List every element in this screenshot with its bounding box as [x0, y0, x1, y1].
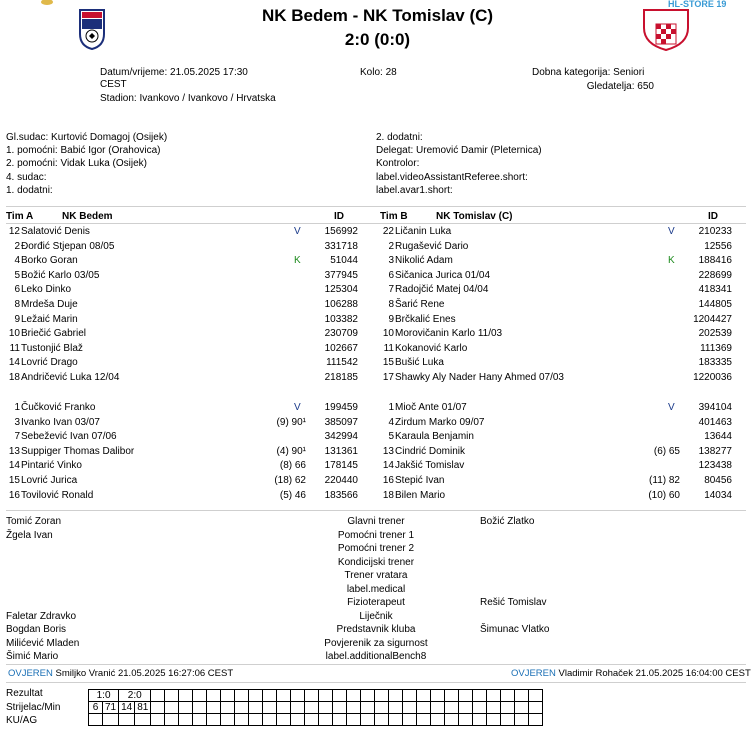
divider: [6, 206, 746, 207]
substitution-note: (8) 66: [279, 460, 306, 472]
divider: [6, 664, 746, 665]
scorer-minute-cell: 81: [135, 702, 151, 714]
away-staff-member: Šimunac Vlatko: [480, 624, 550, 635]
match-stadium: Stadion: Ivankovo / Ivankovo / Hrvatska: [100, 93, 276, 104]
empty-cell: [445, 714, 459, 726]
player-name: Salatović Denis: [21, 226, 90, 237]
empty-cell: [249, 714, 263, 726]
empty-cell: [501, 690, 515, 702]
player-name: Ležaić Marin: [21, 313, 78, 325]
substitution-note: (9) 90¹: [276, 416, 306, 428]
player-id: 144805: [698, 299, 732, 310]
empty-cell: [403, 714, 417, 726]
empty-cell: [119, 714, 135, 726]
team-a-id-header: ID: [334, 211, 344, 222]
player-id: 111369: [700, 342, 732, 354]
staff-role: Predstavnik kluba: [336, 624, 416, 635]
empty-cell: [529, 714, 543, 726]
empty-cell: [221, 690, 235, 702]
empty-cell: [487, 690, 501, 702]
match-datetime: Datum/vrijeme: 21.05.2025 17:30: [100, 67, 248, 78]
ku-ag-row-label: KU/AG: [6, 715, 38, 726]
official-line: Delegat: Uremović Damir (Pleternica): [376, 145, 542, 157]
player-name: Sičanica Jurica 01/04: [395, 269, 491, 281]
away-verification: [511, 668, 751, 679]
player-name: Morovičanin Karlo 11/03: [395, 328, 503, 340]
official-line: 1. pomoćni: Babić Igor (Orahovica): [6, 145, 161, 157]
player-number: 4: [14, 255, 20, 267]
empty-cell: [375, 714, 389, 726]
player-name: Stepić Ivan: [395, 475, 445, 486]
player-number: 2: [388, 240, 394, 252]
empty-cell: [235, 690, 249, 702]
staff-role: label.additionalBench8: [325, 651, 427, 662]
official-line: label.avar1.short:: [376, 184, 453, 196]
empty-cell: [487, 702, 501, 714]
empty-cell: [305, 690, 319, 702]
player-id: 230709: [324, 328, 358, 340]
away-verified-text: Vladimir Rohaček 21.05.2025 16:04:00 CEST: [558, 668, 751, 679]
player-number: 10: [382, 328, 394, 340]
empty-cell: [417, 702, 431, 714]
player-number: 9: [388, 313, 394, 325]
team-a-name: NK Bedem: [62, 211, 113, 222]
empty-cell: [207, 714, 221, 726]
empty-cell: [235, 702, 249, 714]
empty-cell: [193, 690, 207, 702]
empty-cell: [179, 714, 193, 726]
player-name: Ivanko Ivan 03/07: [21, 416, 100, 428]
player-name: Kokanović Karlo: [395, 342, 468, 354]
empty-cell: [459, 714, 473, 726]
empty-cell: [319, 702, 333, 714]
player-number: 18: [8, 372, 20, 383]
scorer-minute-cell: 71: [103, 702, 119, 714]
staff-role: Fizioterapeut: [347, 597, 405, 608]
player-id: 220440: [324, 475, 358, 486]
match-round: Kolo: 28: [360, 67, 397, 78]
captain-mark: K: [668, 255, 675, 267]
empty-cell: [165, 702, 179, 714]
substitution-note: (5) 46: [279, 489, 306, 501]
empty-cell: [431, 702, 445, 714]
player-number: 1: [388, 402, 394, 413]
empty-cell: [277, 714, 291, 726]
player-number: 14: [8, 460, 20, 472]
staff-role: Pomoćni trener 1: [337, 529, 415, 541]
divider: [6, 223, 746, 224]
corner-mark: HL-STORE 19: [668, 0, 727, 9]
player-id: 125304: [324, 284, 358, 296]
match-timezone: CEST: [100, 79, 127, 90]
player-number: 11: [9, 342, 20, 354]
player-number: 16: [382, 475, 394, 486]
player-id: 51044: [330, 255, 358, 267]
empty-cell: [473, 714, 487, 726]
player-name: Pintarić Vinko: [21, 460, 82, 472]
player-id: 188416: [698, 255, 732, 267]
player-name: Radojčić Matej 04/04: [395, 284, 489, 296]
empty-cell: [431, 714, 445, 726]
empty-cell: [305, 714, 319, 726]
empty-cell: [333, 702, 347, 714]
empty-cell: [431, 690, 445, 702]
player-id: 156992: [324, 226, 358, 237]
player-id: 13644: [704, 431, 732, 443]
player-name: Mioč Ante 01/07: [395, 402, 467, 413]
empty-cell: [347, 702, 361, 714]
player-id: 418341: [698, 284, 732, 296]
empty-cell: [445, 702, 459, 714]
empty-cell: [319, 714, 333, 726]
empty-cell: [361, 702, 375, 714]
player-number: 14: [382, 460, 394, 472]
official-line: 2. pomoćni: Vidak Luka (Osijek): [6, 158, 147, 170]
player-name: Bilen Mario: [395, 489, 446, 501]
score-cell: 2:0: [119, 690, 151, 702]
official-line: 2. dodatni:: [376, 132, 423, 143]
captain-mark: K: [294, 255, 301, 267]
empty-cell: [375, 690, 389, 702]
empty-cell: [529, 690, 543, 702]
empty-cell: [235, 714, 249, 726]
match-score: 2:0 (0:0): [344, 30, 411, 49]
empty-cell: [333, 690, 347, 702]
empty-cell: [207, 690, 221, 702]
official-line: label.videoAssistantReferee.short:: [376, 171, 528, 183]
player-number: 18: [382, 489, 394, 501]
age-category: Dobna kategorija: Seniori: [532, 67, 645, 78]
empty-cell: [291, 690, 305, 702]
empty-cell: [515, 714, 529, 726]
player-id: 102667: [324, 342, 358, 354]
player-name: Čučković Franko: [21, 402, 96, 413]
player-number: 3: [14, 416, 20, 428]
spectators: Gledatelja: 650: [586, 81, 654, 92]
home-staff-member: Milićević Mladen: [6, 637, 80, 649]
player-number: 15: [8, 475, 20, 486]
away-staff-member: Rešić Tomislav: [480, 597, 547, 608]
result-grid: [88, 689, 543, 726]
player-name: Ličanin Luka: [395, 226, 452, 237]
player-number: 8: [388, 299, 394, 310]
player-id: 394104: [698, 402, 732, 413]
player-id: 1204427: [693, 313, 732, 325]
score-cell: 1:0: [89, 690, 119, 702]
staff-role: Liječnik: [359, 610, 393, 622]
empty-cell: [403, 690, 417, 702]
empty-cell: [249, 702, 263, 714]
away-verified-label: OVJEREN: [511, 668, 556, 679]
player-name: Nikolić Adam: [395, 255, 453, 267]
goalkeeper-mark: V: [668, 402, 675, 413]
empty-cell: [389, 714, 403, 726]
player-number: 13: [382, 445, 394, 457]
empty-cell: [417, 714, 431, 726]
empty-cell: [207, 702, 221, 714]
player-number: 22: [382, 226, 394, 237]
player-number: 9: [14, 313, 20, 325]
player-number: 5: [14, 269, 20, 281]
staff-role: Glavni trener: [347, 516, 405, 527]
team-b-name: NK Tomislav (C): [436, 211, 513, 222]
player-name: Brčkalić Enes: [395, 313, 456, 325]
player-number: 14: [8, 357, 20, 369]
player-name: Cindrić Dominik: [395, 445, 466, 457]
player-id: 202539: [698, 328, 732, 340]
player-id: 183566: [324, 489, 358, 501]
substitution-note: (18) 62: [274, 475, 306, 486]
empty-cell: [89, 714, 103, 726]
player-name: Mrdeša Duje: [21, 299, 78, 310]
home-staff-member: Faletar Zdravko: [6, 610, 77, 622]
empty-cell: [135, 714, 151, 726]
official-line: 1. dodatni:: [6, 184, 53, 196]
player-number: 10: [8, 328, 20, 340]
empty-cell: [487, 714, 501, 726]
empty-cell: [417, 690, 431, 702]
player-number: 6: [14, 284, 20, 296]
empty-cell: [263, 702, 277, 714]
player-id: 210233: [698, 226, 732, 237]
empty-cell: [389, 702, 403, 714]
player-id: 377945: [324, 269, 358, 281]
player-number: 1: [14, 402, 20, 413]
empty-cell: [515, 702, 529, 714]
empty-cell: [333, 714, 347, 726]
away-staff-member: Božić Zlatko: [480, 516, 535, 527]
player-number: 13: [8, 445, 20, 457]
home-verified-label: OVJEREN: [8, 668, 53, 679]
empty-cell: [389, 690, 403, 702]
player-number: 8: [14, 299, 20, 310]
player-id: 218185: [324, 372, 358, 383]
player-number: 6: [388, 269, 394, 281]
player-name: Bušić Luka: [395, 357, 444, 369]
empty-cell: [179, 702, 193, 714]
empty-cell: [193, 702, 207, 714]
player-name: Borko Goran: [21, 255, 78, 267]
staff-role: Pomoćni trener 2: [337, 543, 415, 554]
substitution-note: (11) 82: [649, 475, 680, 486]
player-name: Sebežević Ivan 07/06: [21, 431, 117, 443]
player-name: Lovrić Jurica: [21, 475, 78, 486]
player-name: Đorđić Stjepan 08/05: [21, 240, 115, 252]
empty-cell: [221, 702, 235, 714]
player-number: 4: [388, 416, 394, 428]
staff-role: Trener vratara: [344, 570, 408, 581]
player-name: Šarić Rene: [395, 299, 445, 310]
goalkeeper-mark: V: [668, 226, 675, 237]
empty-cell: [347, 690, 361, 702]
player-id: 131361: [324, 445, 358, 457]
empty-cell: [151, 714, 165, 726]
divider: [6, 682, 746, 683]
result-row-label: Rezultat: [6, 688, 43, 699]
player-id: 342994: [324, 431, 358, 443]
empty-cell: [291, 702, 305, 714]
player-name: Suppiger Thomas Dalibor: [21, 445, 135, 457]
scorer-row-label: Strijelac/Min: [6, 702, 61, 713]
player-number: 11: [383, 342, 394, 354]
home-staff-member: Šimić Mario: [6, 651, 59, 662]
player-id: 178145: [324, 460, 358, 472]
scorer-minute-cell: 14: [119, 702, 135, 714]
player-name: Jakšić Tomislav: [395, 460, 465, 472]
team-a-label: Tim A: [6, 211, 34, 222]
player-number: 2: [14, 240, 20, 252]
home-verified-text: Smiljko Vranić 21.05.2025 16:27:06 CEST: [55, 668, 234, 679]
home-verification: [8, 668, 233, 679]
empty-cell: [165, 714, 179, 726]
empty-cell: [361, 690, 375, 702]
empty-cell: [179, 690, 193, 702]
goalkeeper-mark: V: [294, 226, 301, 237]
player-name: Briečić Gabriel: [21, 328, 87, 340]
player-id: 385097: [324, 416, 358, 428]
empty-cell: [375, 702, 389, 714]
empty-cell: [249, 690, 263, 702]
empty-cell: [193, 714, 207, 726]
home-staff-member: Bogdan Boris: [6, 624, 67, 635]
player-name: Tustonjić Blaž: [21, 342, 83, 354]
empty-cell: [529, 702, 543, 714]
player-id: 183335: [698, 357, 732, 369]
empty-cell: [151, 690, 165, 702]
empty-cell: [103, 714, 119, 726]
home-staff-member: Žgela Ivan: [6, 529, 53, 541]
player-id: 331718: [324, 240, 358, 252]
empty-cell: [501, 702, 515, 714]
empty-cell: [445, 690, 459, 702]
match-title: NK Bedem - NK Tomislav (C): [261, 6, 494, 25]
official-line: Gl.sudac: Kurtović Domagoj (Osijek): [6, 132, 168, 143]
team-b-id-header: ID: [708, 211, 718, 222]
player-name: Andričević Luka 12/04: [21, 372, 120, 383]
player-name: Tovilović Ronald: [21, 489, 94, 501]
player-id: 199459: [324, 402, 358, 413]
player-id: 228699: [698, 269, 732, 281]
player-id: 14034: [704, 489, 732, 501]
player-id: 103382: [324, 313, 358, 325]
player-name: Karaula Benjamin: [395, 431, 474, 443]
staff-role: Povjerenik za sigurnost: [324, 637, 428, 649]
empty-cell: [403, 702, 417, 714]
player-name: Shawky Aly Nader Hany Ahmed 07/03: [395, 372, 564, 383]
club-crest-tomislav-icon: [640, 6, 692, 52]
player-name: Rugašević Dario: [395, 240, 469, 252]
player-number: 5: [388, 431, 394, 443]
player-id: 123438: [698, 460, 732, 472]
player-id: 12556: [704, 240, 732, 252]
substitution-note: (6) 65: [653, 445, 680, 457]
empty-cell: [473, 702, 487, 714]
empty-cell: [277, 702, 291, 714]
official-line: 4. sudac:: [6, 171, 47, 183]
empty-cell: [473, 690, 487, 702]
player-id: 80456: [704, 475, 732, 486]
player-id: 401463: [698, 416, 732, 428]
player-name: Božić Karlo 03/05: [21, 269, 100, 281]
empty-cell: [459, 690, 473, 702]
player-name: Zirdum Marko 09/07: [395, 416, 485, 428]
empty-cell: [515, 690, 529, 702]
official-line: Kontrolor:: [376, 158, 420, 170]
player-id: 111542: [326, 357, 358, 369]
empty-cell: [263, 690, 277, 702]
staff-role: label.medical: [346, 583, 406, 595]
empty-cell: [459, 702, 473, 714]
player-id: 1220036: [693, 372, 732, 383]
empty-cell: [305, 702, 319, 714]
player-name: Lovrić Drago: [21, 357, 78, 369]
empty-cell: [165, 690, 179, 702]
player-number: 15: [382, 357, 394, 369]
home-staff-member: Tomić Zoran: [6, 516, 62, 527]
empty-cell: [361, 714, 375, 726]
empty-cell: [347, 714, 361, 726]
empty-cell: [221, 714, 235, 726]
staff-role: Kondicijski trener: [337, 556, 415, 568]
empty-cell: [263, 714, 277, 726]
empty-cell: [151, 702, 165, 714]
empty-cell: [291, 714, 305, 726]
empty-cell: [501, 714, 515, 726]
empty-cell: [277, 690, 291, 702]
player-number: 12: [8, 226, 20, 237]
scorer-minute-cell: 6: [89, 702, 103, 714]
player-number: 3: [388, 255, 394, 267]
substitution-note: (4) 90¹: [276, 445, 306, 457]
player-number: 7: [14, 431, 20, 443]
substitution-note: (10) 60: [648, 489, 680, 501]
player-number: 16: [8, 489, 20, 501]
player-number: 17: [382, 372, 394, 383]
player-id: 138277: [698, 445, 732, 457]
goalkeeper-mark: V: [294, 402, 301, 413]
player-number: 7: [388, 284, 394, 296]
player-id: 106288: [324, 299, 358, 310]
empty-cell: [319, 690, 333, 702]
player-name: Leko Dinko: [21, 284, 72, 296]
team-b-label: Tim B: [380, 211, 408, 222]
divider: [6, 510, 746, 511]
